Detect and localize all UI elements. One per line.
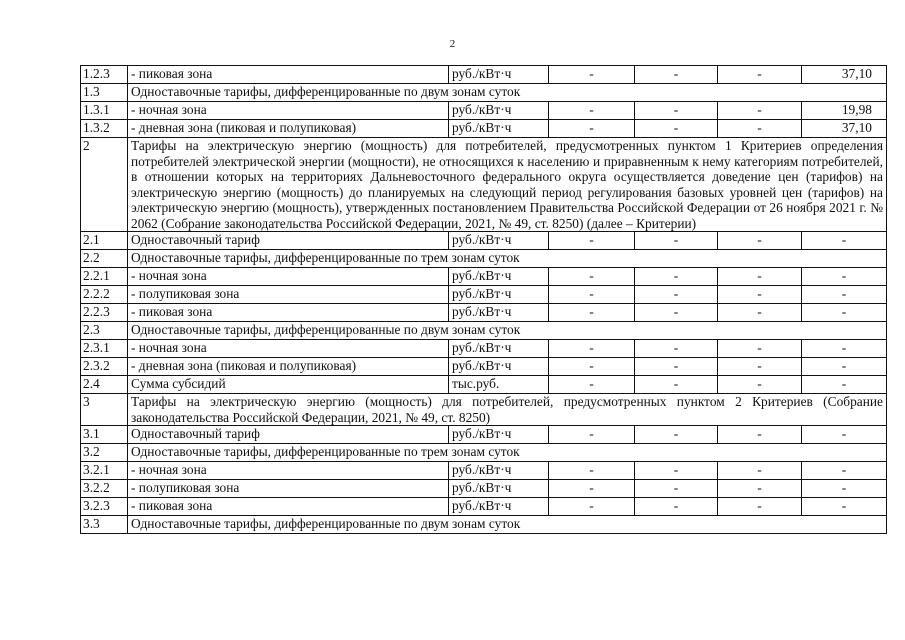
row-number: 2.3.2 [81,358,128,376]
row-number: 3.2.3 [81,498,128,516]
value-cell-4: - [802,268,887,286]
value-cell-1: - [549,462,635,480]
table-row [81,268,887,286]
section-row [81,322,887,340]
value-cell-2: - [635,340,718,358]
row-number: 2 [81,138,128,232]
value-cell-1: - [549,376,635,394]
row-number: 2.3.1 [81,340,128,358]
value-cell-1: - [549,480,635,498]
table-row [81,286,887,304]
value-cell-3: - [718,232,802,250]
unit-cell: руб./кВт·ч [449,66,549,84]
table-row [81,376,887,394]
section-title: Одноставочные тарифы, дифференцированные по двум зонам суток [128,322,887,340]
value-cell-4: - [802,480,887,498]
row-label: - ночная зона [128,268,449,286]
unit-cell: руб./кВт·ч [449,480,549,498]
section-title: Тарифы на электрическую энергию (мощность) для потребителей, предусмотренных пунктом 2 Критериев (Собрание законодательства Российской Федерации, 2021, № 49, ст. 8250) [128,394,887,426]
value-cell-4: - [802,498,887,516]
value-cell-1: - [549,120,635,138]
value-cell-3: - [718,480,802,498]
row-number: 2.1 [81,232,128,250]
row-number: 3 [81,394,128,426]
value-cell-4: - [802,462,887,480]
table-row [81,304,887,322]
value-cell-2: - [635,462,718,480]
value-cell-2: - [635,102,718,120]
value-cell-1: - [549,102,635,120]
unit-cell: руб./кВт·ч [449,286,549,304]
row-label: - пиковая зона [128,498,449,516]
value-cell-3: - [718,376,802,394]
value-cell-1: - [549,498,635,516]
row-label: Сумма субсидий [128,376,449,394]
value-cell-2: - [635,232,718,250]
value-cell-1: - [549,340,635,358]
value-cell-4: - [802,304,887,322]
value-cell-1: - [549,304,635,322]
row-number: 2.2.3 [81,304,128,322]
section-title: Одноставочные тарифы, дифференцированные по трем зонам суток [128,444,887,462]
value-cell-3: - [718,462,802,480]
value-cell-4: - [802,358,887,376]
value-cell-4: 37,10 [802,120,887,138]
page-number: 2 [449,38,456,50]
section-row [81,394,887,426]
value-cell-2: - [635,304,718,322]
row-number: 1.3 [81,84,128,102]
row-number: 1.3.2 [81,120,128,138]
row-number: 3.3 [81,516,128,534]
section-row [81,250,887,268]
unit-cell: руб./кВт·ч [449,232,549,250]
unit-cell: руб./кВт·ч [449,498,549,516]
value-cell-4: - [802,232,887,250]
value-cell-2: - [635,376,718,394]
table-row [81,462,887,480]
row-label: - дневная зона (пиковая и полупиковая) [128,358,449,376]
table-row [81,480,887,498]
tariff-table [80,65,887,534]
section-row [81,84,887,102]
value-cell-4: 37,10 [802,66,887,84]
unit-cell: руб./кВт·ч [449,102,549,120]
unit-cell: тыс.руб. [449,376,549,394]
row-label: - дневная зона (пиковая и полупиковая) [128,120,449,138]
row-label: - полупиковая зона [128,286,449,304]
row-label: - ночная зона [128,462,449,480]
table-row [81,102,887,120]
row-number: 3.1 [81,426,128,444]
row-number: 2.4 [81,376,128,394]
row-number: 2.2.1 [81,268,128,286]
value-cell-3: - [718,268,802,286]
section-title: Одноставочные тарифы, дифференцированные по двум зонам суток [128,84,887,102]
value-cell-2: - [635,498,718,516]
row-number: 1.3.1 [81,102,128,120]
value-cell-4: - [802,376,887,394]
row-label: Одноставочный тариф [128,232,449,250]
row-number: 1.2.3 [81,66,128,84]
row-label: - полупиковая зона [128,480,449,498]
unit-cell: руб./кВт·ч [449,268,549,286]
value-cell-1: - [549,232,635,250]
value-cell-4: - [802,286,887,304]
value-cell-3: - [718,286,802,304]
row-label: Одноставочный тариф [128,426,449,444]
value-cell-3: - [718,340,802,358]
section-title: Одноставочные тарифы, дифференцированные по трем зонам суток [128,250,887,268]
value-cell-2: - [635,286,718,304]
value-cell-3: - [718,304,802,322]
value-cell-1: - [549,358,635,376]
value-cell-3: - [718,120,802,138]
unit-cell: руб./кВт·ч [449,120,549,138]
row-number: 2.2.2 [81,286,128,304]
value-cell-2: - [635,66,718,84]
section-row [81,138,887,232]
table-row [81,358,887,376]
row-number: 3.2 [81,444,128,462]
section-row [81,516,887,534]
value-cell-4: - [802,426,887,444]
value-cell-3: - [718,426,802,444]
section-row [81,444,887,462]
table-row [81,232,887,250]
value-cell-4: - [802,340,887,358]
value-cell-4: 19,98 [802,102,887,120]
table-row [81,498,887,516]
value-cell-2: - [635,358,718,376]
unit-cell: руб./кВт·ч [449,462,549,480]
section-title: Тарифы на электрическую энергию (мощность) для потребителей, предусмотренных пунктом 1 Критериев определения потребителей электрической энергии (мощности), не относящихся к населению и приравненным к нему категориям потребителей, в отношении которых на территориях Дальневосточного федерального округа осуществляется доведение цен (тарифов) на электрическую энергию (мощность) до планируемых на следующий период регулирования базовых уровней цен (тарифов) на электрическую энергию (мощность), утвержденных постановлением Правительства Российской Федерации от 26 ноября 2021 г. № 2062 (Собрание законодательства Российской Федерации, 2021, № 49, ст. 8250) (далее – Критерии) [128,138,887,232]
value-cell-3: - [718,102,802,120]
value-cell-2: - [635,426,718,444]
row-label: - ночная зона [128,102,449,120]
value-cell-3: - [718,66,802,84]
table-row [81,120,887,138]
row-number: 2.3 [81,322,128,340]
row-number: 2.2 [81,250,128,268]
unit-cell: руб./кВт·ч [449,304,549,322]
table-row [81,426,887,444]
row-number: 3.2.1 [81,462,128,480]
table-row [81,66,887,84]
value-cell-2: - [635,120,718,138]
value-cell-2: - [635,268,718,286]
value-cell-1: - [549,286,635,304]
unit-cell: руб./кВт·ч [449,358,549,376]
unit-cell: руб./кВт·ч [449,340,549,358]
row-label: - пиковая зона [128,66,449,84]
table-row [81,340,887,358]
row-label: - пиковая зона [128,304,449,322]
value-cell-1: - [549,426,635,444]
value-cell-2: - [635,480,718,498]
value-cell-1: - [549,66,635,84]
value-cell-3: - [718,358,802,376]
unit-cell: руб./кВт·ч [449,426,549,444]
section-title: Одноставочные тарифы, дифференцированные по двум зонам суток [128,516,887,534]
row-number: 3.2.2 [81,480,128,498]
value-cell-1: - [549,268,635,286]
value-cell-3: - [718,498,802,516]
row-label: - ночная зона [128,340,449,358]
